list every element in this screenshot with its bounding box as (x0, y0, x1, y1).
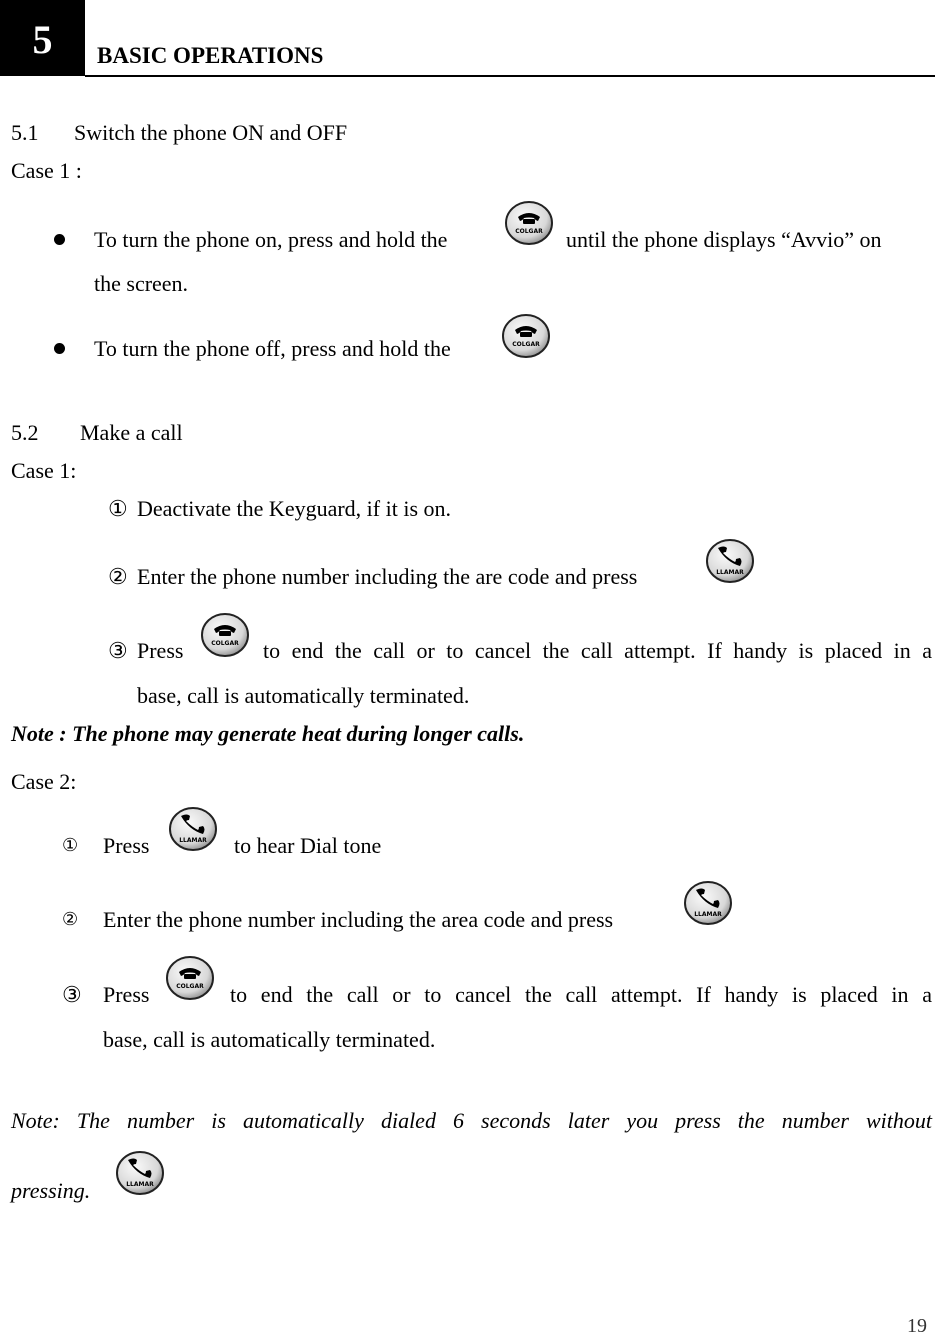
step-text: to end the call or to cancel the call attempt. If handy is placed in a (263, 638, 932, 663)
divider (85, 75, 935, 77)
step-marker: ② (62, 909, 79, 930)
case-label: Case 1 : (11, 158, 82, 183)
text: until the phone displays “Avvio” on (566, 227, 882, 252)
step-marker: ③ (62, 982, 82, 1007)
step-text: to hear Dial tone (234, 833, 382, 858)
section-title: Make a call (80, 420, 183, 445)
step-marker: ① (62, 835, 79, 856)
step-marker: ② (108, 564, 128, 589)
end-call-key-icon (165, 955, 215, 1001)
text: the screen. (94, 271, 189, 296)
step-text: Press (137, 638, 184, 663)
step-text: Press (103, 982, 150, 1007)
step-text: Press (103, 833, 150, 858)
key-label: COLGAR (211, 640, 239, 647)
step-text: to end the call or to cancel the call attempt. If handy is placed in a (230, 982, 932, 1007)
bullet-icon (54, 234, 65, 245)
call-key-icon (115, 1150, 165, 1196)
step-text: Deactivate the Keyguard, if it is on. (137, 496, 452, 521)
step-marker: ③ (108, 638, 128, 663)
note: pressing. (11, 1178, 91, 1203)
key-label: COLGAR (512, 341, 540, 348)
call-key-icon (168, 806, 218, 852)
page-number: 19 (907, 1315, 927, 1337)
key-label: LLAMAR (694, 911, 722, 918)
section-number: 5.2 (11, 420, 39, 445)
call-key-icon (705, 538, 755, 584)
step-text: base, call is automatically terminated. (103, 1027, 436, 1052)
key-label: COLGAR (176, 983, 204, 990)
key-label: LLAMAR (179, 837, 207, 844)
section-number: 5.1 (11, 120, 39, 145)
section-title: Switch the phone ON and OFF (74, 120, 348, 145)
key-label: LLAMAR (716, 569, 744, 576)
text: To turn the phone off, press and hold the (94, 336, 451, 361)
text: To turn the phone on, press and hold the (94, 227, 448, 252)
bullet-icon (54, 343, 65, 354)
end-call-key-icon (504, 200, 554, 246)
key-label: COLGAR (515, 228, 543, 235)
case-label: Case 2: (11, 769, 77, 794)
step-text: Enter the phone number including the are code and press (137, 564, 638, 589)
call-key-icon (683, 880, 733, 926)
case-label: Case 1: (11, 458, 77, 483)
step-text: Enter the phone number including the area code and press (103, 907, 614, 932)
note: Note: The number is automatically dialed 6 seconds later you press the number without (11, 1108, 932, 1133)
end-call-key-icon (501, 313, 551, 359)
end-call-key-icon (200, 612, 250, 658)
chapter-number: 5 (0, 0, 85, 76)
chapter-title: BASIC OPERATIONS (97, 43, 324, 68)
key-label: LLAMAR (126, 1181, 154, 1188)
step-marker: ① (108, 496, 128, 521)
step-text: base, call is automatically terminated. (137, 683, 470, 708)
note: Note : The phone may generate heat during longer calls. (11, 721, 525, 746)
